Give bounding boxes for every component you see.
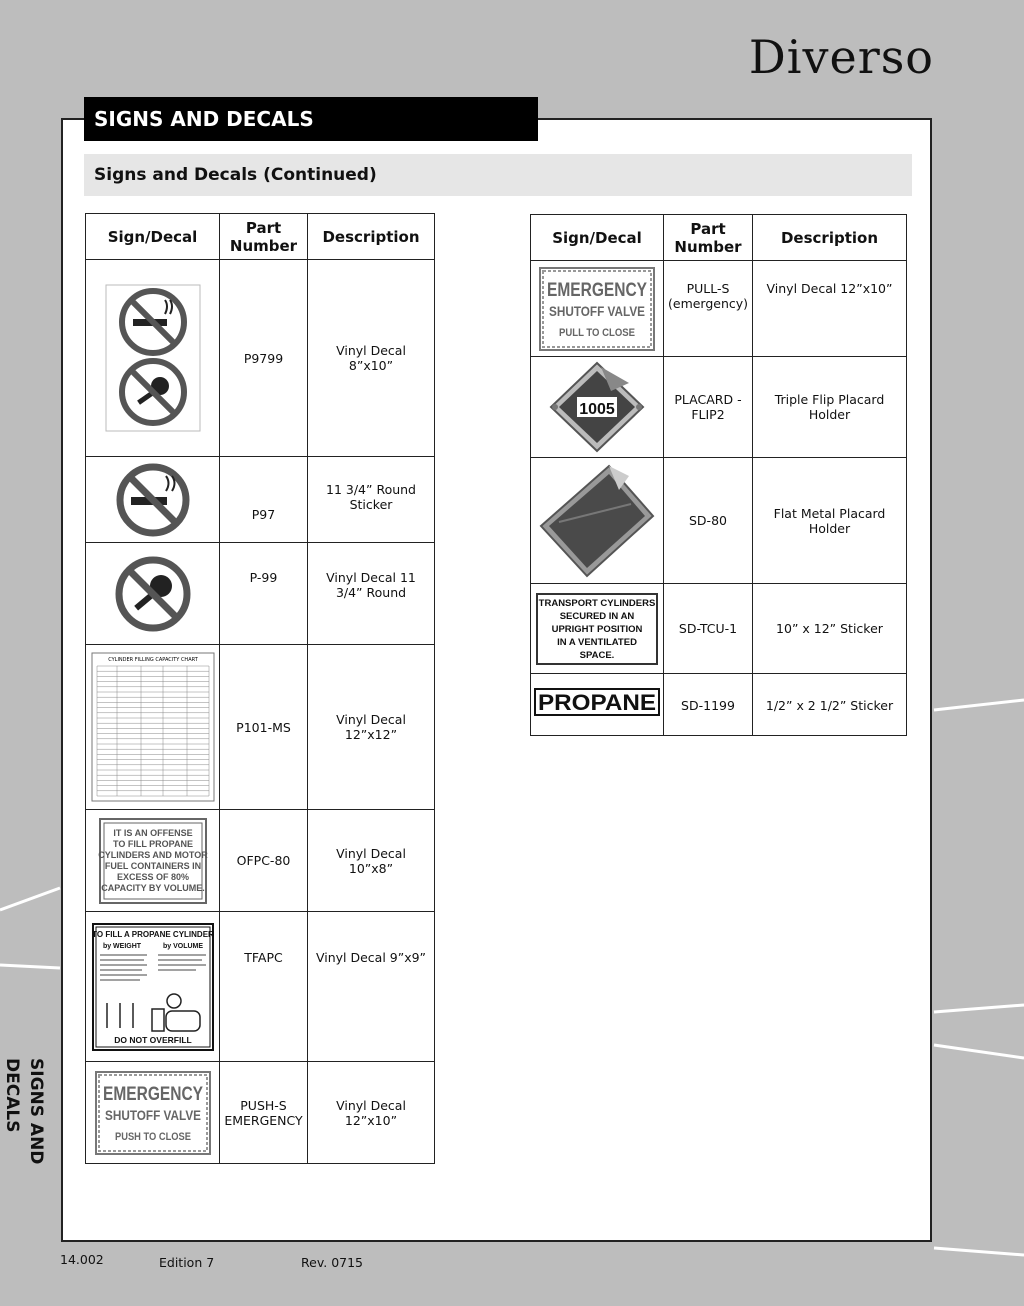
fill-propane-instructions	[86, 912, 220, 1062]
part-number-cell: PUSH-S EMERGENCY	[220, 1062, 308, 1164]
offense-line: TO FILL PROPANE	[112, 838, 193, 849]
no-keys-sticker	[86, 543, 220, 645]
part-number-cell: P97	[220, 457, 308, 543]
revision-label: Rev. 0715	[301, 1255, 363, 1270]
left-product-table	[85, 213, 435, 1164]
header-desc: Description	[308, 214, 435, 260]
overfill-warning: DO NOT OVERFILL	[113, 1034, 192, 1045]
table-row	[86, 260, 435, 457]
section-title: SIGNS AND DECALS	[84, 97, 538, 141]
edition-label: Edition 7	[159, 1255, 215, 1270]
push-close-text: PUSH TO CLOSE	[114, 1130, 191, 1143]
table-header-row	[86, 214, 435, 260]
transport-line: UPRIGHT POSITION	[551, 623, 643, 635]
flat-placard-holder	[531, 458, 664, 584]
description-cell: Vinyl Decal 12”x12”	[308, 645, 435, 810]
offense-line: CAPACITY BY VOLUME.	[100, 882, 205, 893]
part-number-cell: P-99	[220, 543, 308, 645]
transport-line: IN A VENTILATED	[557, 636, 637, 648]
propane-sticker	[531, 674, 664, 736]
no-smoking-no-keys-decal	[86, 260, 220, 457]
cylinder-filling-chart	[86, 645, 220, 810]
header-sign: Sign/Decal	[531, 215, 664, 261]
description-cell: 10” x 12” Sticker	[753, 584, 907, 674]
table-row	[531, 261, 907, 357]
header-part: Part Number	[220, 214, 308, 260]
transport-cylinders-sticker	[531, 584, 664, 674]
fill-title: TO FILL A PROPANE CYLINDER	[91, 929, 214, 939]
table-header-row	[531, 215, 907, 261]
description-cell: Vinyl Decal 12”x10”	[753, 261, 907, 357]
part-number-cell: P101-MS	[220, 645, 308, 810]
header-desc: Description	[753, 215, 907, 261]
header-part: Part Number	[664, 215, 753, 261]
no-smoking-sticker	[86, 457, 220, 543]
table-row	[86, 645, 435, 810]
description-cell: Vinyl Decal 11 3/4” Round	[308, 543, 435, 645]
page-number: 14.002	[60, 1252, 104, 1267]
brand-logo: Diverso	[748, 30, 934, 84]
emergency-text: EMERGENCY	[547, 279, 648, 301]
by-weight-label: by WEIGHT	[102, 942, 141, 950]
transport-line: TRANSPORT CYLINDERS	[538, 597, 656, 609]
right-product-table	[530, 214, 907, 736]
table-row	[86, 457, 435, 543]
description-cell: Vinyl Decal 12”x10”	[308, 1062, 435, 1164]
description-cell: Vinyl Decal 9”x9”	[308, 912, 435, 1062]
part-number-cell: SD-1199	[664, 674, 753, 736]
transport-line: SECURED IN AN	[559, 610, 635, 622]
part-number-cell: P9799	[220, 260, 308, 457]
placard-flip-holder	[531, 357, 664, 458]
description-cell: Vinyl Decal 8”x10”	[308, 260, 435, 457]
description-cell: Triple Flip Placard Holder	[753, 357, 907, 458]
propane-text: PROPANE	[538, 690, 656, 715]
description-cell: 1/2” x 2 1/2” Sticker	[753, 674, 907, 736]
description-cell: Vinyl Decal 10”x8”	[308, 810, 435, 912]
emergency-shutoff-decal	[86, 1062, 220, 1164]
side-section-label: SIGNS AND DECALS	[2, 1058, 46, 1165]
description-cell: 11 3/4” Round Sticker	[308, 457, 435, 543]
part-number-cell: SD-TCU-1	[664, 584, 753, 674]
placard-number: 1005	[579, 401, 615, 418]
shutoff-text: SHUTOFF VALVE	[549, 302, 645, 319]
shutoff-text: SHUTOFF VALVE	[104, 1106, 201, 1123]
transport-line: SPACE.	[579, 649, 615, 661]
header-sign: Sign/Decal	[86, 214, 220, 260]
table-row	[531, 584, 907, 674]
offense-line: IT IS AN OFFENSE	[112, 827, 193, 838]
table-row	[86, 912, 435, 1062]
part-number-cell: TFAPC	[220, 912, 308, 1062]
emergency-text: EMERGENCY	[102, 1083, 203, 1105]
part-number-cell: SD-80	[664, 458, 753, 584]
part-number-cell: PLACARD -FLIP2	[664, 357, 753, 458]
table-row	[86, 543, 435, 645]
offense-notice-decal	[86, 810, 220, 912]
table-row	[531, 458, 907, 584]
description-cell: Flat Metal Placard Holder	[753, 458, 907, 584]
table-row	[86, 810, 435, 912]
part-number-cell: OFPC-80	[220, 810, 308, 912]
pull-close-text: PULL TO CLOSE	[559, 326, 635, 339]
by-volume-label: by VOLUME	[162, 942, 203, 950]
emergency-shutoff-decal	[531, 261, 664, 357]
offense-line: CYLINDERS AND MOTOR	[97, 849, 208, 860]
table-row	[531, 674, 907, 736]
offense-line: FUEL CONTAINERS IN	[104, 860, 201, 871]
chart-title-text: CYLINDER FILLING CAPACITY CHART	[107, 657, 198, 663]
offense-line: EXCESS OF 80%	[116, 871, 189, 882]
part-number-cell: PULL-S (emergency)	[664, 261, 753, 357]
section-subtitle: Signs and Decals (Continued)	[84, 154, 912, 196]
table-row	[531, 357, 907, 458]
table-row	[86, 1062, 435, 1164]
